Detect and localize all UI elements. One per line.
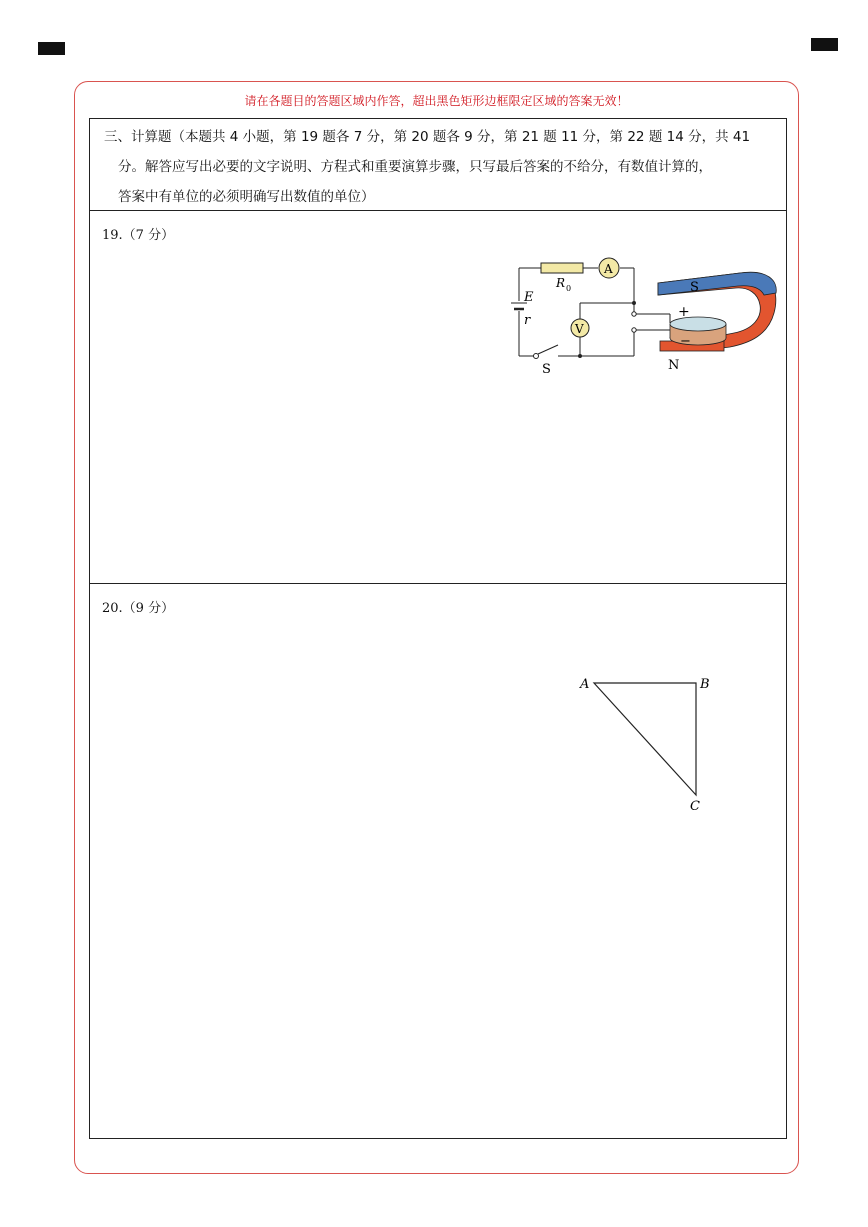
terminal-dot — [632, 328, 636, 332]
section-instructions — [90, 119, 786, 211]
voltmeter-label: V — [575, 322, 584, 336]
resistor-r0 — [541, 263, 583, 273]
question-19-label: 19.（7 分） — [102, 228, 175, 243]
resistor-subscript: 0 — [566, 284, 572, 293]
question-20-label: 20.（9 分） — [102, 601, 175, 616]
registration-mark-right — [811, 38, 838, 51]
circuit-magnet-diagram — [510, 251, 785, 376]
vertex-c-label: C — [690, 799, 700, 812]
circuit-wires — [519, 268, 670, 356]
vertex-b-label: B — [700, 677, 710, 692]
magnet-n-label: N — [668, 358, 680, 373]
registration-mark-left — [38, 42, 65, 55]
positive-terminal-label: + — [678, 304, 690, 320]
question-19-answer-area[interactable] — [90, 211, 786, 584]
resistor-label: R — [556, 276, 566, 290]
junction-dot — [632, 301, 636, 305]
answer-area-warning: 请在各题目的答题区域内作答，超出黑色矩形边框限定区域的答案无效！ — [244, 94, 629, 108]
vertex-a-label: A — [580, 677, 590, 692]
instructions-line-3: 答案中有单位的必须明确写出数值的单位） — [118, 189, 375, 205]
question-20-answer-area[interactable] — [90, 584, 786, 1138]
magnet-s-label: S — [690, 280, 699, 295]
instructions-line-2: 分。解答应写出必要的文字说明、方程式和重要演算步骤，只写最后答案的不给分，有数值计算的， — [118, 159, 712, 175]
switch-label: S — [542, 362, 551, 376]
ammeter-label: A — [604, 262, 613, 276]
terminal-dot — [632, 312, 636, 316]
answer-box — [89, 118, 787, 1139]
instructions-line-1: 三、计算题（本题共 4 小题，第 19 题各 7 分，第 20 题各 9 分，第 21 题 11 分，第 22 题 14 分，共 41 — [104, 129, 751, 145]
negative-terminal-label: − — [680, 334, 691, 349]
triangle-abc-diagram — [568, 662, 718, 812]
internal-resistance-label: r — [524, 313, 531, 328]
switch-pivot — [534, 354, 539, 359]
triangle-abc — [594, 683, 696, 795]
junction-dot — [578, 354, 582, 358]
emf-label: E — [524, 290, 534, 305]
